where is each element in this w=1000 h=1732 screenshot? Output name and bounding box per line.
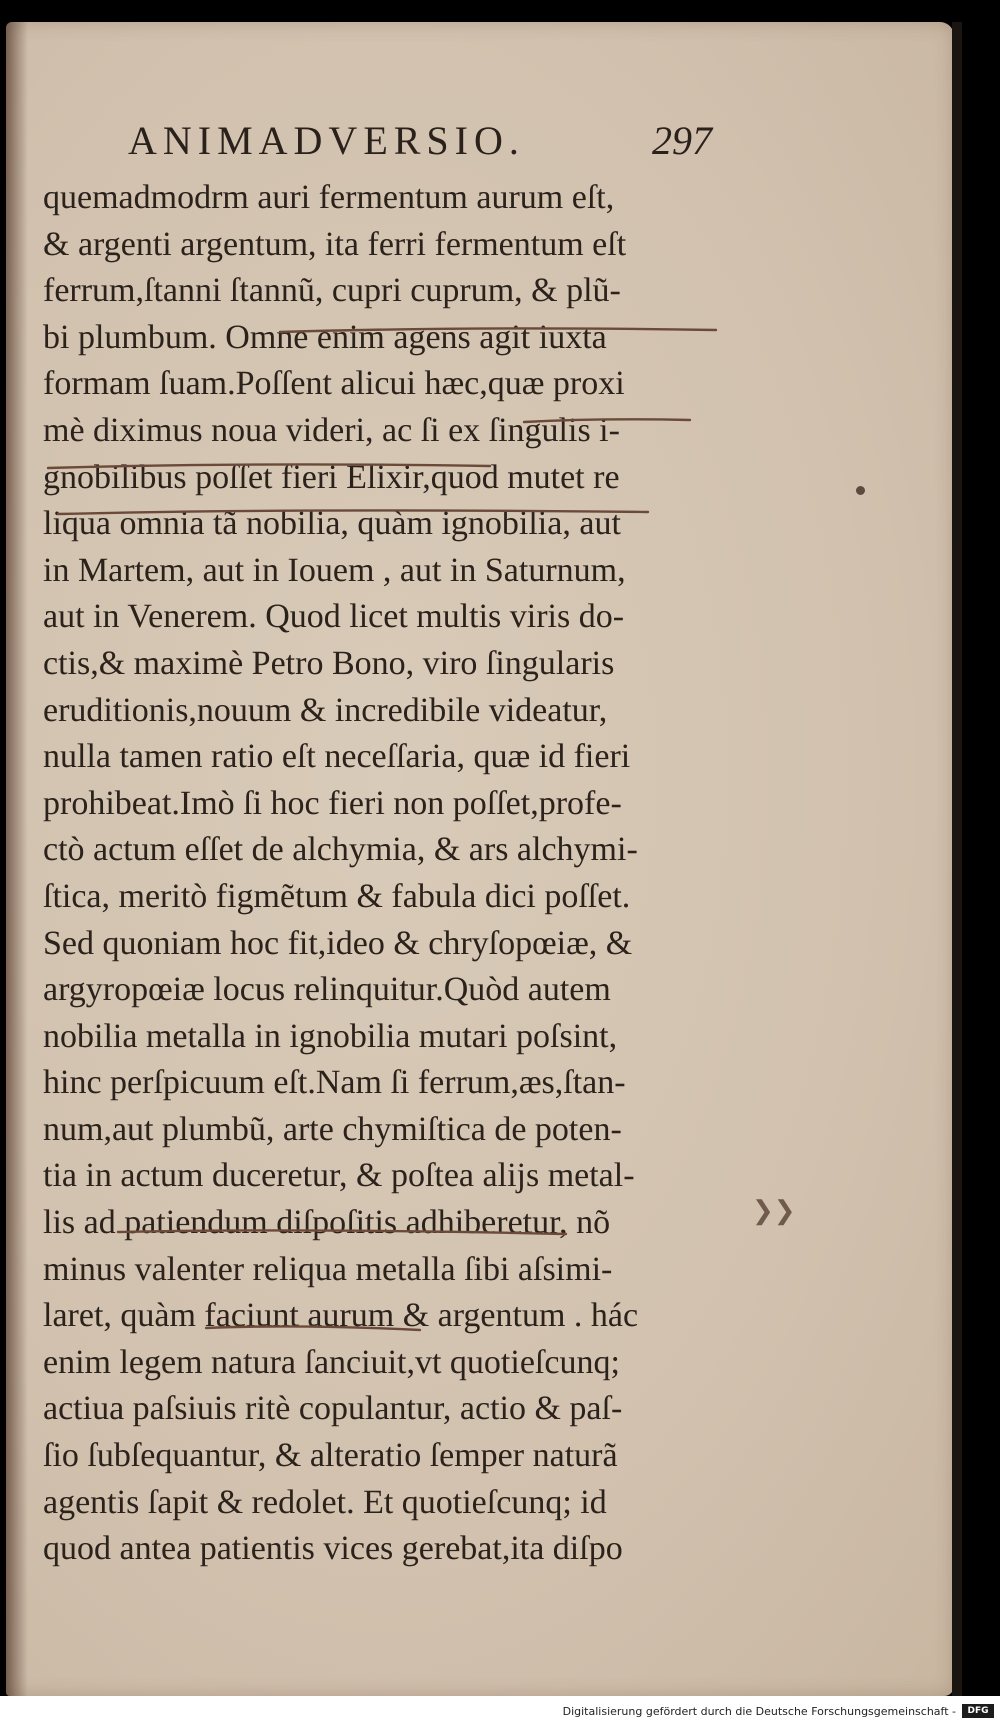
text-line: enim legem natura ſanciuit,vt quotieſcunq; xyxy=(43,1343,620,1381)
text-line: liqua omnia tã nobilia, quàm ignobilia, aut xyxy=(43,505,621,543)
text-line: & argenti argentum, ita ferri fermentum eſt xyxy=(43,225,627,263)
margin-annotation: ❯❯ xyxy=(752,1196,796,1225)
text-line: argyropœiæ locus relinquitur.Quòd autem xyxy=(43,971,611,1009)
page-number: 297 xyxy=(652,118,712,163)
page-edge xyxy=(952,22,962,1696)
footer xyxy=(0,1696,1000,1732)
text-line: hinc perſpicuum eſt.Nam ſi ferrum,æs,ſtan- xyxy=(43,1064,626,1102)
text-line: ſtica, meritò figmẽtum & fabula dici poſſet. xyxy=(43,877,631,915)
text-line: actiua paſsiuis ritè copulantur, actio & paſ- xyxy=(43,1390,623,1428)
text-line: mè diximus noua videri, ac ſi ex ſingulis i- xyxy=(43,411,620,449)
text-line: nobilia metalla in ignobilia mutari poſsint, xyxy=(43,1017,618,1055)
text-line: quemadmodrm auri fermentum aurum eſt, xyxy=(43,179,615,216)
text-line: ſio ſubſequantur, & alteratio ſemper naturã xyxy=(43,1437,618,1475)
text-line: ferrum,ſtanni ſtannũ, cupri cuprum, & plũ- xyxy=(43,272,621,310)
text-line: tia in actum duceretur, & poſtea alijs metal- xyxy=(43,1157,635,1195)
footer-credit: Digitalisierung gefördert durch die Deutsche Forschungsgemeinschaft - xyxy=(562,1705,956,1718)
text-line: in Martem, aut in Iouem , aut in Saturnum, xyxy=(43,551,626,589)
text-line: agentis ſapit & redolet. Et quotieſcunq; id xyxy=(43,1483,607,1521)
text-line: minus valenter reliqua metalla ſibi aſsimi- xyxy=(43,1250,613,1288)
text-line: eruditionis,nouum & incredibile videatur, xyxy=(43,691,608,729)
running-title: ANIMADVERSIO. xyxy=(128,118,525,163)
spine-shadow xyxy=(6,22,28,1696)
text-line: prohibeat.Imò ſi hoc fieri non poſſet,profe- xyxy=(43,784,622,822)
text-line: formam ſuam.Poſſent alicui hæc,quæ proxi xyxy=(43,365,625,403)
text-line: Sed quoniam hoc fit,ideo & chryſopœiæ, & xyxy=(43,924,633,962)
body-text xyxy=(43,175,733,1573)
text-line: bi plumbum. Omne enim agens agit iuxta xyxy=(43,318,607,356)
text-line: gnobilibus poſſet fieri Elixir,quod mutet re xyxy=(43,458,620,496)
text-line: quod antea patientis vices gerebat,ita diſpo xyxy=(43,1530,623,1568)
running-head xyxy=(128,113,728,173)
text-line: num,aut plumbũ, arte chymiſtica de poten- xyxy=(43,1110,622,1148)
text-line: aut in Venerem. Quod licet multis viris do- xyxy=(43,598,625,636)
text-line: nulla tamen ratio eſt neceſſaria, quæ id fieri xyxy=(43,738,631,776)
text-line: ctò actum eſſet de alchymia, & ars alchymi- xyxy=(43,831,638,869)
text-line: lis ad patiendum diſpoſitis adhiberetur, nõ xyxy=(43,1204,611,1242)
text-line: laret, quàm faciunt aurum & argentum . hác xyxy=(43,1297,639,1335)
ink-spot xyxy=(856,486,865,495)
dfg-logo: DFG xyxy=(962,1704,994,1718)
text-line: ctis,& maximè Petro Bono, viro ſingularis xyxy=(43,644,615,682)
